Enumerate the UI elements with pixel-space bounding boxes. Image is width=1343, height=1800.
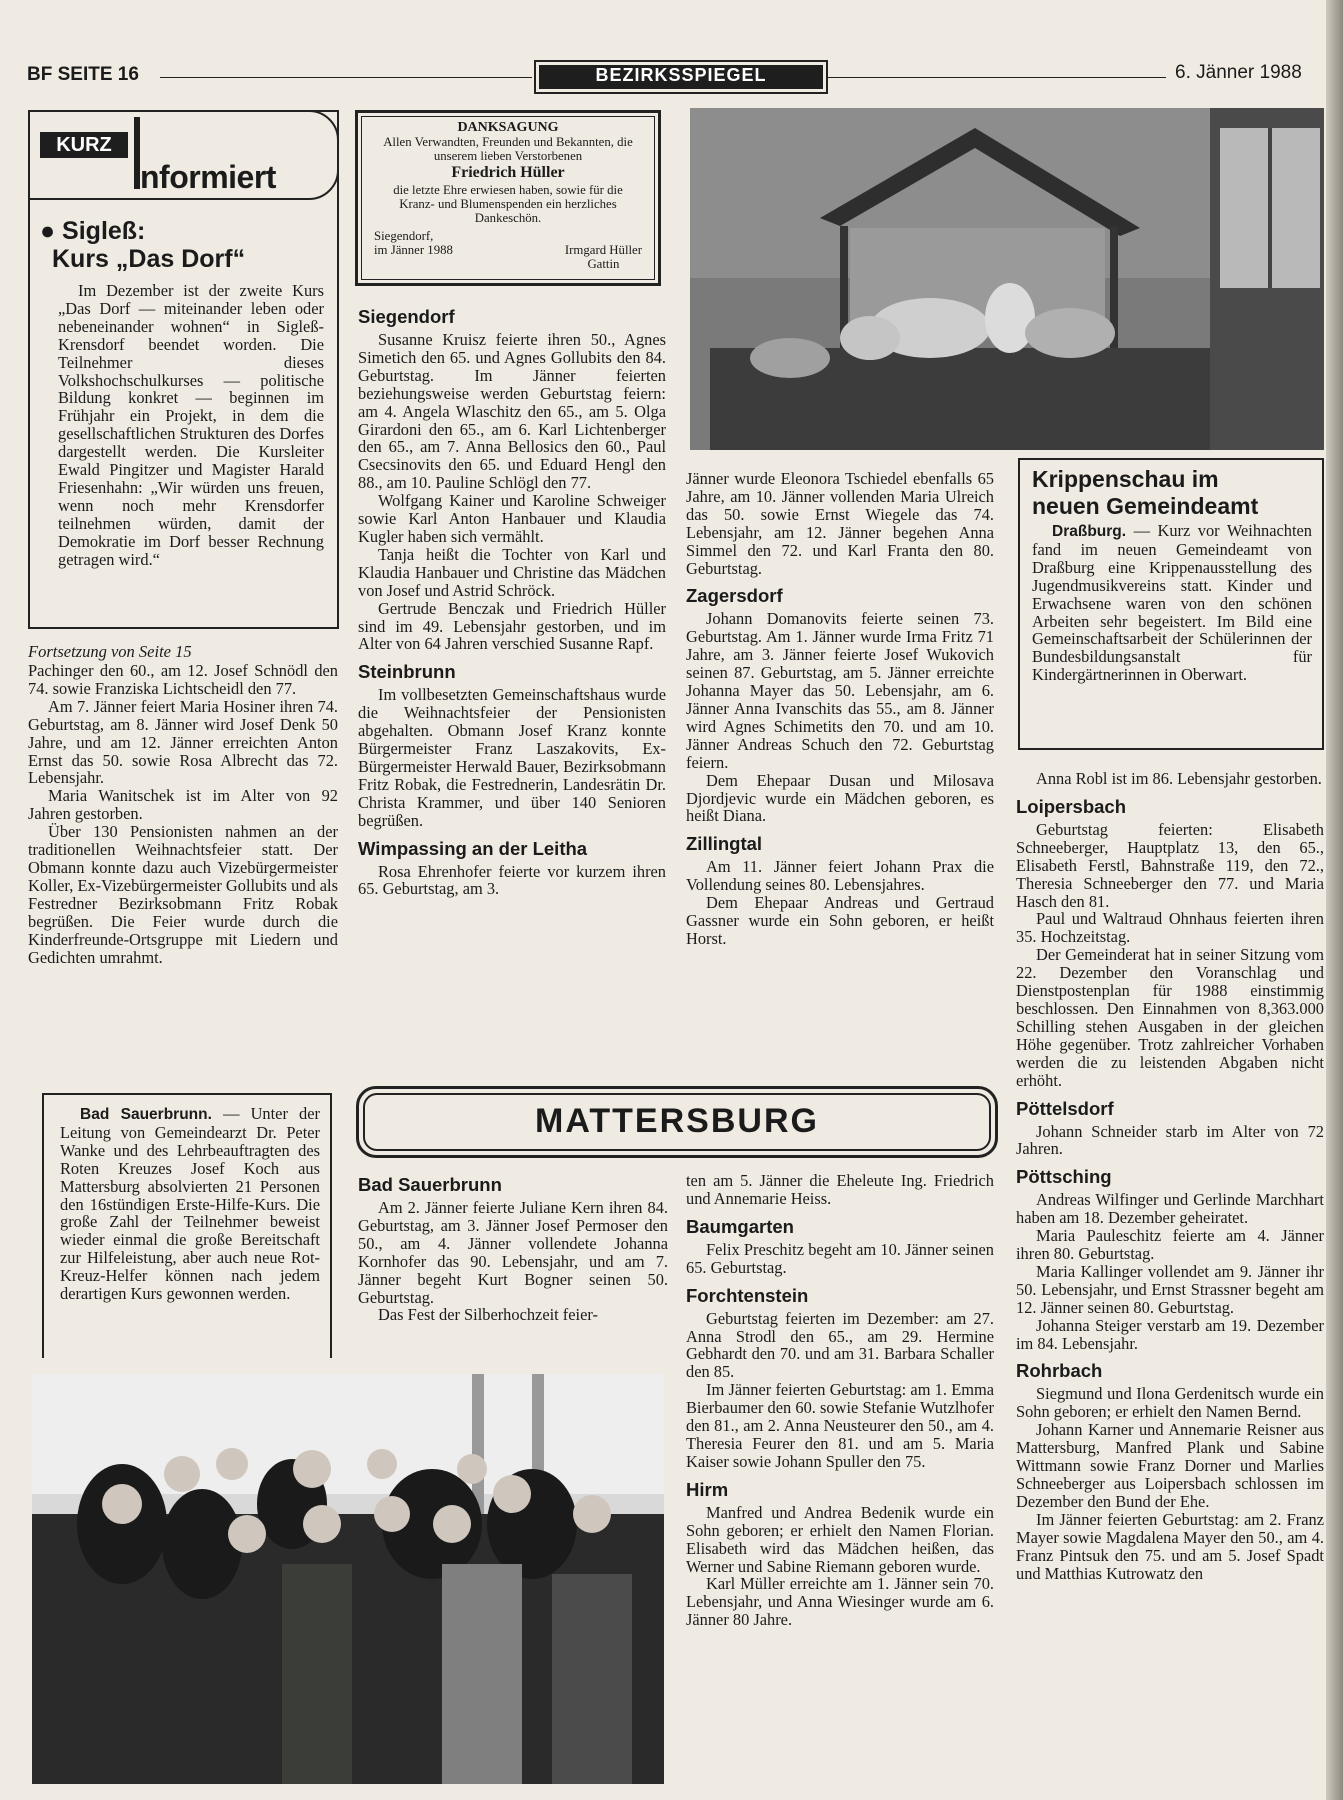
kurz-headline — [40, 217, 330, 273]
danksagung-box — [355, 110, 661, 286]
col2-p2: Wolfgang Kainer und Karoline Schweiger sowie Karl Anton Hanbauer und Klaudia Kugler haben sich vermählt. — [358, 491, 666, 546]
col3-p1: Jänner wurde Eleonora Tschiedel ebenfalls 65 Jahre, am 10. Jänner vollenden Maria Ulreich das 50. sowie Ernst Wiegele das 74. Lebensjahr, am 12. Jänner begehen Anna Simmel den 72. und Karl Franta den 80. Geburtstag. — [686, 470, 994, 578]
kurz-badge — [40, 132, 128, 158]
header-page-label: BF SEITE 16 — [27, 64, 139, 85]
heading-wimpassing: Wimpassing an der Leitha — [358, 837, 588, 859]
kurz-headline-text-1: Sigleß: — [62, 217, 146, 245]
heading-forchtenstein: Forchtenstein — [686, 1284, 809, 1306]
col3-p4: Am 11. Jänner feiert Johann Prax die Vollendung seines 80. Lebensjahres. — [686, 857, 994, 895]
col2-p1: Susanne Kruisz feierte ihren 50., Agnes Simetich den 65. und Agnes Gollubits den 84. Geburtstag. Im Jänner feierten beziehungsweise werden Geburtstag feiern: am 4. Angela Wlaschitz den 65., am 5. Olga Girardoni den 65., am 6. Karl Lichtenberger den 65., am 7. Anna Bellosics den 60., Paul Csecsinovits den 65. und Eduard Hengl den 88., am 10. Pauline Schlögl den 77. — [358, 330, 666, 493]
mattersburg-p1: Am 2. Jänner feierte Juliane Kern ihren 84. Geburtstag, am 3. Jänner Josef Permoser den 50., am 4. Jänner vollendete Johanna Kornhofer das 90. Lebensjahr, und am 7. Jänner begeht Kurt Bogner seinen 50. Geburtstag. — [358, 1198, 668, 1307]
col1-p3: Maria Wanitschek ist im Alter von 92 Jahren gestorben. — [28, 786, 338, 824]
col3-p5: Dem Ehepaar Andreas und Gertraud Gassner wurde ein Sohn geboren, er heißt Horst. — [686, 893, 994, 948]
header-section-inner — [539, 65, 823, 89]
column-1-continuation — [28, 642, 338, 1072]
col3-p2: Johann Domanovits feierte seinen 73. Geburtstag. Am 1. Jänner wurde Irma Fritz 71 Jahre, am 3. Jänner feierte Josef Wukovich seinen 87. Geburtstag, am 5. Jänner erreichte Johanna Mayer das 50. Lebensjahr, am 6. Jänner Anna Ivanschits das 55., am 8. Jänner wird Agnes Schimetits den 70. und am 10. Jänner Andreas Schuch den 72. Geburtstag feiern. — [686, 609, 994, 772]
kurz-headline-1 — [40, 217, 330, 245]
col1-p4: Über 130 Pensionisten nahmen an der traditionellen Weihnachtsfeier statt. Der Obmann konnte dazu auch Vizebürgermeister Koller, Ex-Vizebürgermeister Gollubits und als Festredner Bezirksobmann Fritz Robak begrüßen. Die Feier wurde durch die Kinderfreunde-Ortsgruppe mit Liedern und Gedichten umrahmt. — [28, 822, 338, 967]
krippenschau-text: — Kurz vor Weihnachten fand im neuen Gemeindeamt von Draßburg eine Krippenausstellung des Jugendmusikvereins statt. Kinder und Erwachsene waren von den schönen Arbeiten sehr begeistert. Im Bild eine Gemeinschaftsarbeit der Schülerinnen der Bundesbildungsanstalt für Kindergärtnerinnen in Oberwart. — [1032, 521, 1312, 685]
danksagung-inner — [361, 116, 655, 280]
header-rule-left — [160, 77, 532, 78]
col3-p3: Dem Ehepaar Dusan und Milosava Djordjevic wurde ein Mädchen geboren, es heißt Diana. — [686, 770, 994, 826]
nativity-photo — [690, 108, 1324, 450]
danksagung-place: Siegendorf, — [374, 229, 434, 243]
col4-p8: Maria Kallinger vollendet am 9. Jänner ihr 50. Lebensjahr, und Ernst Strassner begeht am 12. Jänner seinen 80. Geburtstag. — [1016, 1261, 1324, 1317]
mattersburg-column-a — [358, 1172, 668, 1362]
col4-p6: Andreas Wilfinger und Gerlinde Marchhart haben am 18. Dezember geheiratet. — [1016, 1190, 1324, 1228]
danksagung-line1: Allen Verwandten, Freunden und Bekannten, die unserem lieben Verstorbenen — [383, 135, 633, 163]
krippenschau-box — [1018, 458, 1324, 750]
heading-poettsching: Pöttsching — [1016, 1166, 1112, 1188]
column-3 — [686, 470, 994, 1075]
column-4 — [1016, 770, 1324, 1790]
kurz-informiert-box — [28, 110, 339, 629]
bullet-icon: ● — [40, 217, 63, 245]
column-2 — [358, 300, 666, 1075]
col1-p2: Am 7. Jänner feiert Maria Hosiner ihren 74. Geburtstag, am 8. Jänner wird Josef Denk 50 Jahre, und am 12. Jänner erreichten Anton Ernst das 50. sowie Rosa Albrecht das 72. Lebensjahr. — [28, 696, 338, 788]
col4-p12: Im Jänner feierten Geburtstag: am 2. Franz Mayer sowie Magdalena Mayer den 50., am 4. Franz Pintsuk den 75. und am 5. Josef Spadt und Matthias Kutrowatz den — [1016, 1509, 1324, 1583]
col4-p5: Johann Schneider starb im Alter von 72 Jahren. — [1016, 1121, 1324, 1159]
mattersburg-p2: Das Fest der Silberhochzeit feier- — [378, 1305, 598, 1325]
nativity-photo-image — [690, 108, 1324, 450]
heading-zillingtal: Zillingtal — [686, 833, 763, 855]
mattersburg-c2p2: Felix Preschitz begeht am 10. Jänner seinen 65. Geburtstag. — [686, 1239, 994, 1277]
mattersburg-title: MATTERSBURG — [535, 1102, 819, 1140]
mattersburg-c2p5: Manfred und Andrea Bedenik wurde ein Sohn geboren; er erhielt den Namen Florian. Elisabeth wird das Mädchen heißen, das Werner und Sabine Riemann geboren wurde. — [686, 1502, 994, 1576]
heading-rohrbach: Rohrbach — [1016, 1360, 1103, 1382]
group-photo-image — [32, 1374, 664, 1784]
danksagung-title: DANKSAGUNG — [457, 120, 559, 135]
mattersburg-c2p1: ten am 5. Jänner die Eheleute Ing. Friedrich und Annemarie Heiss. — [686, 1172, 994, 1208]
continuation-label: Fortsetzung von Seite 15 — [28, 642, 192, 661]
heading-steinbrunn: Steinbrunn — [358, 661, 456, 683]
heading-hirm: Hirm — [686, 1478, 729, 1500]
sauerbrunn-box — [42, 1093, 332, 1358]
mattersburg-column-b — [686, 1172, 994, 1792]
danksagung-signature — [565, 243, 642, 271]
danksagung-sign-role: Gattin — [587, 257, 620, 271]
col4-p10: Siegmund und Ilona Gerdenitsch wurde ein Sohn geboren; er erhielt den Namen Bernd. — [1016, 1384, 1324, 1422]
danksagung-date: im Jänner 1988 — [374, 243, 453, 257]
col4-p11: Johann Karner und Annemarie Reisner aus Mattersburg, Manfred Plank und Sabine Wittmann sowie Franz Dorner und Marlies Schneeberger aus Loipersbach schlossen im Dezember den Bund der Ehe. — [1016, 1420, 1324, 1511]
danksagung-name: Friedrich Hüller — [451, 164, 565, 181]
sauerbrunn-text: — Unter der Leitung von Gemeindearzt Dr. Peter Wanke und des Lehrbeauftragten des Roten Kreuzes Josef Koch aus Mattersburg absolvierten 21 Personen den 16stündigen Erste-Hilfe-Kurs. Die große Zahl der Teilnehmer beweist wieder einmal die große Bereitschaft zur Hilfeleistung, aber auch neue Rot-Kreuz-Helfer können nach jedem derartigen Kurs gewonnen werden. — [60, 1104, 320, 1304]
heading-zagersdorf: Zagersdorf — [686, 585, 783, 607]
heading-loipersbach: Loipersbach — [1016, 795, 1126, 817]
col4-p1: Anna Robl ist im 86. Lebensjahr gestorben. — [1036, 770, 1322, 788]
sauerbrunn-body — [60, 1105, 320, 1303]
mattersburg-c2p6: Karl Müller erreichte am 1. Jänner sein 70. Lebensjahr, und Anna Wiesinger wurde am 6. Jänner 80 Jahre. — [686, 1574, 994, 1630]
kurz-headline-2: Kurs „Das Dorf“ — [52, 245, 246, 273]
krippenschau-body — [1032, 522, 1312, 684]
krippenschau-title-1: Krippenschau im — [1032, 466, 1219, 492]
col4-p3: Paul und Waltraud Ohnhaus feierten ihren 35. Hochzeitstag. — [1016, 909, 1324, 947]
col4-p7: Maria Pauleschitz feierte am 4. Jänner ihren 80. Geburtstag. — [1016, 1226, 1324, 1264]
col4-p9: Johanna Steiger verstarb am 19. Dezember im 84. Lebensjahr. — [1016, 1315, 1324, 1353]
header-section-title: BEZIRKSSPIEGEL — [595, 65, 767, 85]
group-photo — [32, 1374, 664, 1784]
col1-p1: Pachinger den 60., am 12. Josef Schnödl den 74. sowie Franziska Lichtscheidl den 77. — [28, 661, 338, 698]
col2-p4: Gertrude Benczak und Friedrich Hüller sind im 49. Lebensjahr gestorben, und im Alter von 64 Jahren verschied Susanne Rapf. — [358, 598, 666, 654]
heading-baumgarten: Baumgarten — [686, 1215, 794, 1237]
mattersburg-banner-inner — [363, 1093, 991, 1151]
krippenschau-title-2: neuen Gemeindeamt — [1032, 493, 1259, 519]
col4-p2: Geburtstag feierten: Elisabeth Schneeberger, Hauptplatz 13, den 65., Elisabeth Ferstl, Bahnstraße 119, den 72., Theresia Schneeberger den 77. und Maria Hasch den 81. — [1016, 819, 1324, 911]
heading-bad-sauerbrunn: Bad Sauerbrunn — [358, 1174, 502, 1195]
col2-p6: Rosa Ehrenhofer feierte vor kurzem ihren 65. Geburtstag, am 3. — [358, 861, 666, 899]
col4-p4: Der Gemeinderat hat in seiner Sitzung vom 22. Dezember den Voranschlag und Dienstpostenplan für 1988 einstimmig beschlossen. Den Einnahmen von 8,363.000 Schilling stehen Ausgaben in der gleichen Höhe gegenüber. Trotz zahlreicher Vorhaben werden die zu leistenden Abgaben nicht erhöht. — [1016, 945, 1324, 1090]
mattersburg-c2p4: Im Jänner feierten Geburtstag: am 1. Emma Bierbaumer den 60. sowie Stefanie Wutzlhofer den 81., am 2. Anna Neusteurer den 50., am 4. Theresia Feurer den 81. und am 5. Maria Kaiser sowie Johann Spuller den 75. — [686, 1380, 994, 1471]
sauerbrunn-lead: Bad Sauerbrunn. — [80, 1106, 212, 1123]
heading-siegendorf: Siegendorf — [358, 306, 455, 327]
page-header — [0, 60, 1343, 94]
krippenschau-lead: Draßburg. — [1052, 523, 1127, 540]
danksagung-line2: die letzte Ehre erwiesen haben, sowie für die Kranz- und Blumenspenden ein herzliches Dankeschön. — [393, 183, 623, 225]
kurz-badge-text: KURZ — [56, 134, 112, 156]
danksagung-footer — [374, 229, 642, 271]
col2-p3: Tanja heißt die Tochter von Karl und Klaudia Hanbauer und Christine das Mädchen von Josef und Astrid Schröck. — [358, 544, 666, 600]
header-rule-right — [826, 77, 1166, 78]
mattersburg-c2p3: Geburtstag feierten im Dezember: am 27. Anna Strodl den 65., am 29. Hermine Gebhardt den 70. und am 31. Barbara Schaller den 85. — [686, 1308, 994, 1382]
kurz-title: nformiert — [140, 159, 276, 195]
page-edge — [1326, 0, 1343, 1800]
kurz-body: Im Dezember ist der zweite Kurs „Das Dorf — miteinander leben oder nebeneinander wohnen“ in Sigleß-Krensdorf beendet worden. Die Teilnehmer dieses Volkshochschulkurses — politische Bildung konkret — beginnen im Frühjahr ein Projekt, in dem die gesellschaftlichen Strukturen des Dorfes dargestellt werden. Die Kursleiter Ewald Pingitzer und Magister Harald Friesenhahn: „Wir würden uns freuen, wenn noch mehr Krensdorfer teilnehmen würden, damit der Demokratie im Dorf besser Rechnung getragen wird.“ — [58, 281, 324, 569]
header-date: 6. Jänner 1988 — [1175, 62, 1302, 83]
header-section-box — [534, 60, 828, 94]
col2-p5: Im vollbesetzten Gemeinschaftshaus wurde die Weihnachtsfeier der Pensionisten abgehalten. Obmann Josef Kranz konnte Bürgermeister Franz Laszakovits, Ex-Bürgermeister Herwald Bauer, Bezirksobmann Fritz Robak, die Festrednerin, Landesrätin Dr. Christa Krammer, und über 140 Senioren begrüßen. — [358, 685, 666, 830]
danksagung-sign-name: Irmgard Hüller — [564, 243, 642, 257]
mattersburg-banner — [356, 1086, 998, 1158]
heading-poettelsdorf: Pöttelsdorf — [1016, 1097, 1114, 1119]
krippenschau-title — [1032, 466, 1312, 520]
